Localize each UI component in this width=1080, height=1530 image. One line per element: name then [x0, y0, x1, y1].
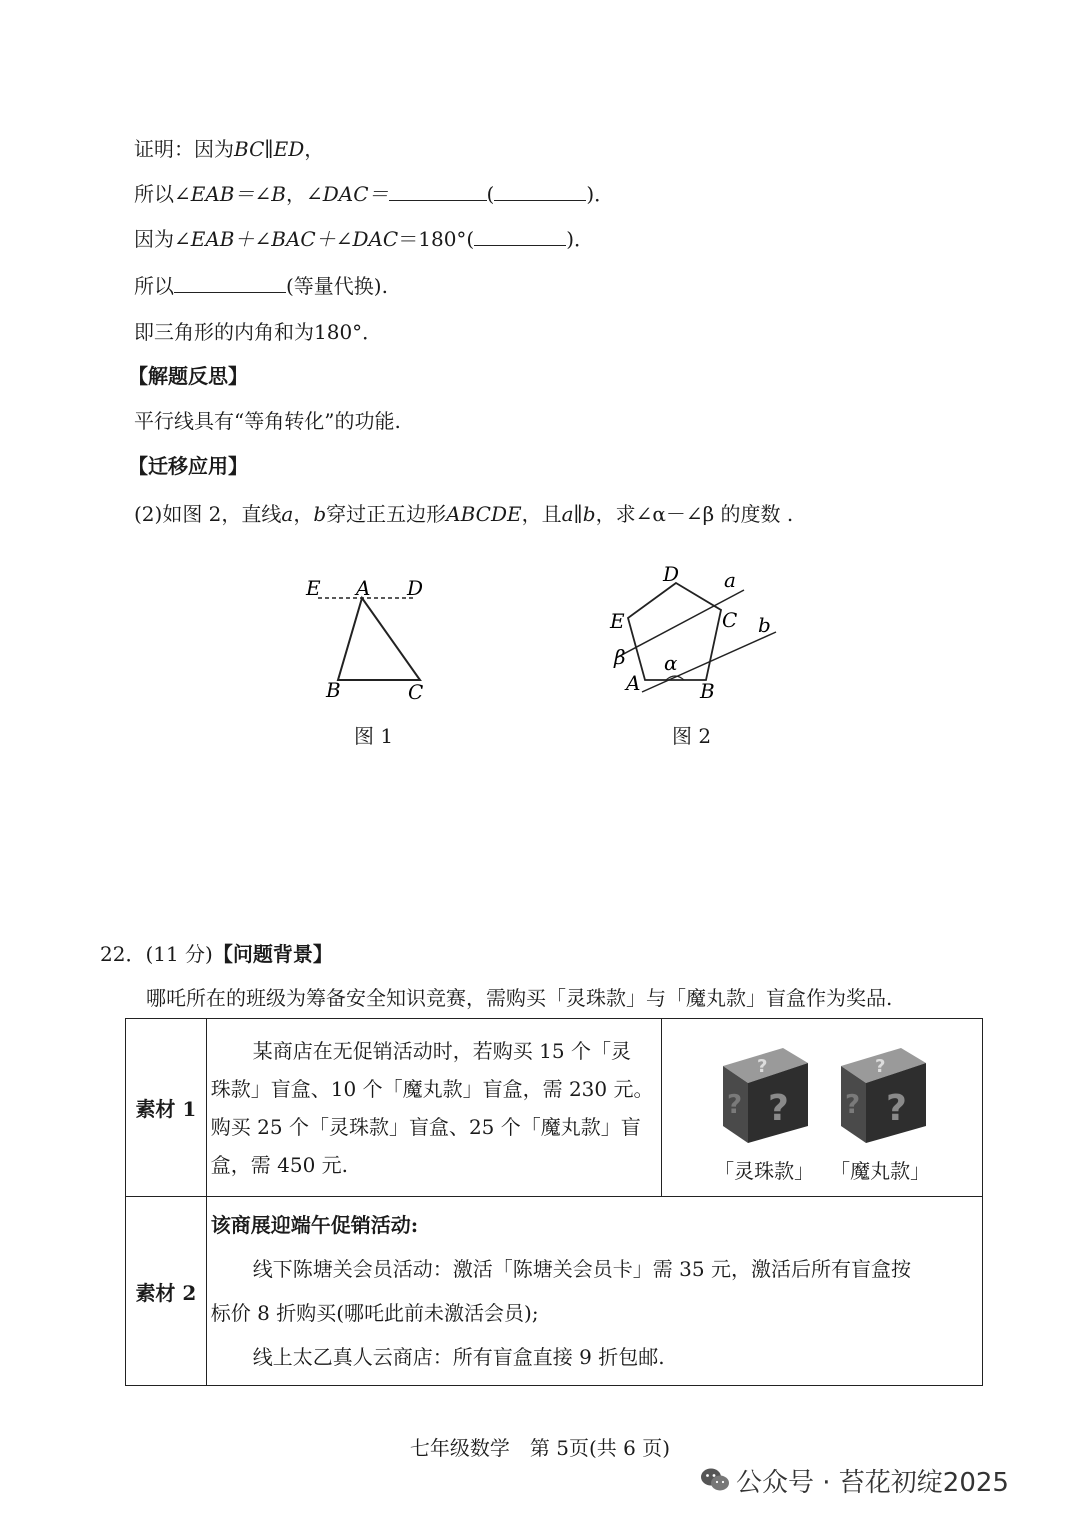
proof-line-4 [134, 272, 388, 300]
text-span: 线下陈塘关会员活动：激活「陈塘关会员卡」需 35 元，激活后所有盲盒按 [252, 1257, 911, 1281]
materials-table [125, 1018, 983, 1386]
proof-line-2 [134, 180, 614, 208]
material-1-row [126, 1019, 983, 1197]
text-line [211, 1032, 656, 1070]
q22-intro: 哪吒所在的班级为筹备安全知识竞赛，需购买「灵珠款」与「魔丸款」盲盒作为奖品. [146, 986, 893, 1010]
material-2-heading: 该商展迎端午促销活动: [210, 1213, 419, 1237]
proof-text: 因为 [134, 227, 174, 251]
reflection-text: 平行线具有“等角转化”的功能. [134, 409, 401, 433]
math-expr: a∥b [561, 502, 596, 526]
figure-2-pentagon [600, 560, 800, 710]
svg-text:?: ? [875, 1055, 886, 1077]
proof-text: 证明：因为 [134, 137, 234, 161]
box-caption-lingzhu: 「灵珠款」 [714, 1158, 815, 1183]
proof-text: 所以 [134, 182, 174, 206]
question-text: 穿过正五边形 [326, 502, 447, 526]
transfer-heading: 【迁移应用】 [128, 454, 248, 478]
proof-line-5: 即三角形的内角和为180°． [134, 320, 383, 344]
reflection-heading: 【解题反思】 [128, 364, 248, 388]
proof-line-1 [134, 135, 324, 163]
label-b-vertex: B [700, 679, 715, 703]
answer-blank[interactable] [389, 182, 487, 201]
question-text: ，求∠α－∠β 的度数 . [595, 502, 794, 526]
blind-box-lingzhu [713, 1038, 813, 1153]
proof-text: )． [586, 182, 615, 206]
label-c: C [408, 680, 424, 704]
text-span: 线上太乙真人云商店：所有盲盒直接 9 折包邮. [252, 1345, 665, 1369]
triangle-abc [338, 598, 420, 680]
text-line [211, 1247, 976, 1291]
label-d: D [407, 576, 424, 600]
math-expr: ∠EAB＝∠B [174, 182, 286, 206]
svg-text:?: ? [727, 1089, 743, 1120]
watermark [700, 1462, 1009, 1500]
text-line: 盒，需 450 元. [210, 1152, 349, 1177]
material-2-text [206, 1197, 982, 1386]
math-expr: ABCDE [446, 502, 522, 526]
svg-text:?: ? [886, 1087, 908, 1129]
mystery-box-icon [831, 1038, 931, 1148]
text-line: 珠款」盲盒、10 个「魔丸款」盲盒，需 230 元。 [210, 1076, 654, 1101]
figure-2-caption: 图 2 [672, 724, 712, 748]
label-e: E [306, 576, 321, 600]
svg-text:?: ? [845, 1089, 861, 1120]
wechat-icon [700, 1467, 730, 1500]
proof-text: 所以 [134, 274, 174, 298]
text-line: 购买 25 个「灵珠款」盲盒、25 个「魔丸款」盲 [210, 1114, 641, 1139]
q22-header [100, 940, 333, 968]
proof-text: ＝180°( [398, 227, 475, 251]
label-b: B [326, 678, 341, 702]
question-number: 22．(11 分) [100, 942, 213, 966]
question-text: ，且 [521, 502, 562, 526]
proof-text: ， [304, 137, 325, 161]
figure-1-triangle [290, 565, 450, 715]
proof-line-3 [134, 225, 594, 253]
blind-box-mowan [831, 1038, 931, 1153]
svg-text:?: ? [757, 1055, 768, 1077]
math-expr: ∠DAC＝ [305, 182, 389, 206]
material-2-label: 素材 2 [126, 1197, 207, 1386]
mystery-box-icon [713, 1038, 813, 1148]
proof-text: )． [566, 227, 595, 251]
svg-text:?: ? [768, 1087, 790, 1129]
proof-text: (等量代换). [286, 274, 388, 298]
label-d: D [663, 562, 680, 586]
label-a-vertex: A [626, 671, 641, 695]
text-line [211, 1335, 976, 1379]
proof-text: ( [486, 182, 495, 206]
page-footer: 七年级数学 第 5页(共 6 页) [409, 1436, 671, 1460]
label-line-b: b [758, 613, 771, 637]
transfer-question [134, 500, 793, 528]
answer-blank[interactable] [174, 274, 286, 293]
question-text: (2)如图 2，直线 [134, 502, 282, 526]
figure-1-caption: 图 1 [354, 724, 394, 748]
text-line: 标价 8 折购买(哪吒此前未激活会员); [210, 1301, 539, 1325]
answer-blank[interactable] [494, 182, 586, 201]
watermark-text: 公众号 · 苔花初绽2025 [736, 1468, 1009, 1498]
box-caption-mowan: 「魔丸款」 [830, 1158, 931, 1183]
math-expr: BC∥ED [234, 137, 305, 161]
label-beta: β [614, 645, 626, 669]
proof-text: ， [285, 182, 306, 206]
label-a: A [356, 576, 371, 600]
label-alpha: α [664, 651, 678, 675]
material-1-text [206, 1019, 662, 1197]
section-heading: 【问题背景】 [212, 942, 333, 966]
label-line-a: a [724, 568, 736, 592]
material-2-row [126, 1197, 983, 1386]
label-e: E [610, 609, 625, 633]
label-c: C [722, 608, 738, 632]
math-expr: a [281, 502, 294, 526]
math-expr: b [313, 502, 327, 526]
question-text: ， [293, 502, 314, 526]
math-expr: ∠EAB＋∠BAC＋∠DAC [174, 227, 399, 251]
answer-blank[interactable] [474, 227, 566, 246]
material-1-images [662, 1019, 983, 1197]
text-span: 某商店在无促销活动时，若购买 15 个「灵 [252, 1038, 631, 1063]
material-1-label: 素材 1 [126, 1019, 207, 1197]
